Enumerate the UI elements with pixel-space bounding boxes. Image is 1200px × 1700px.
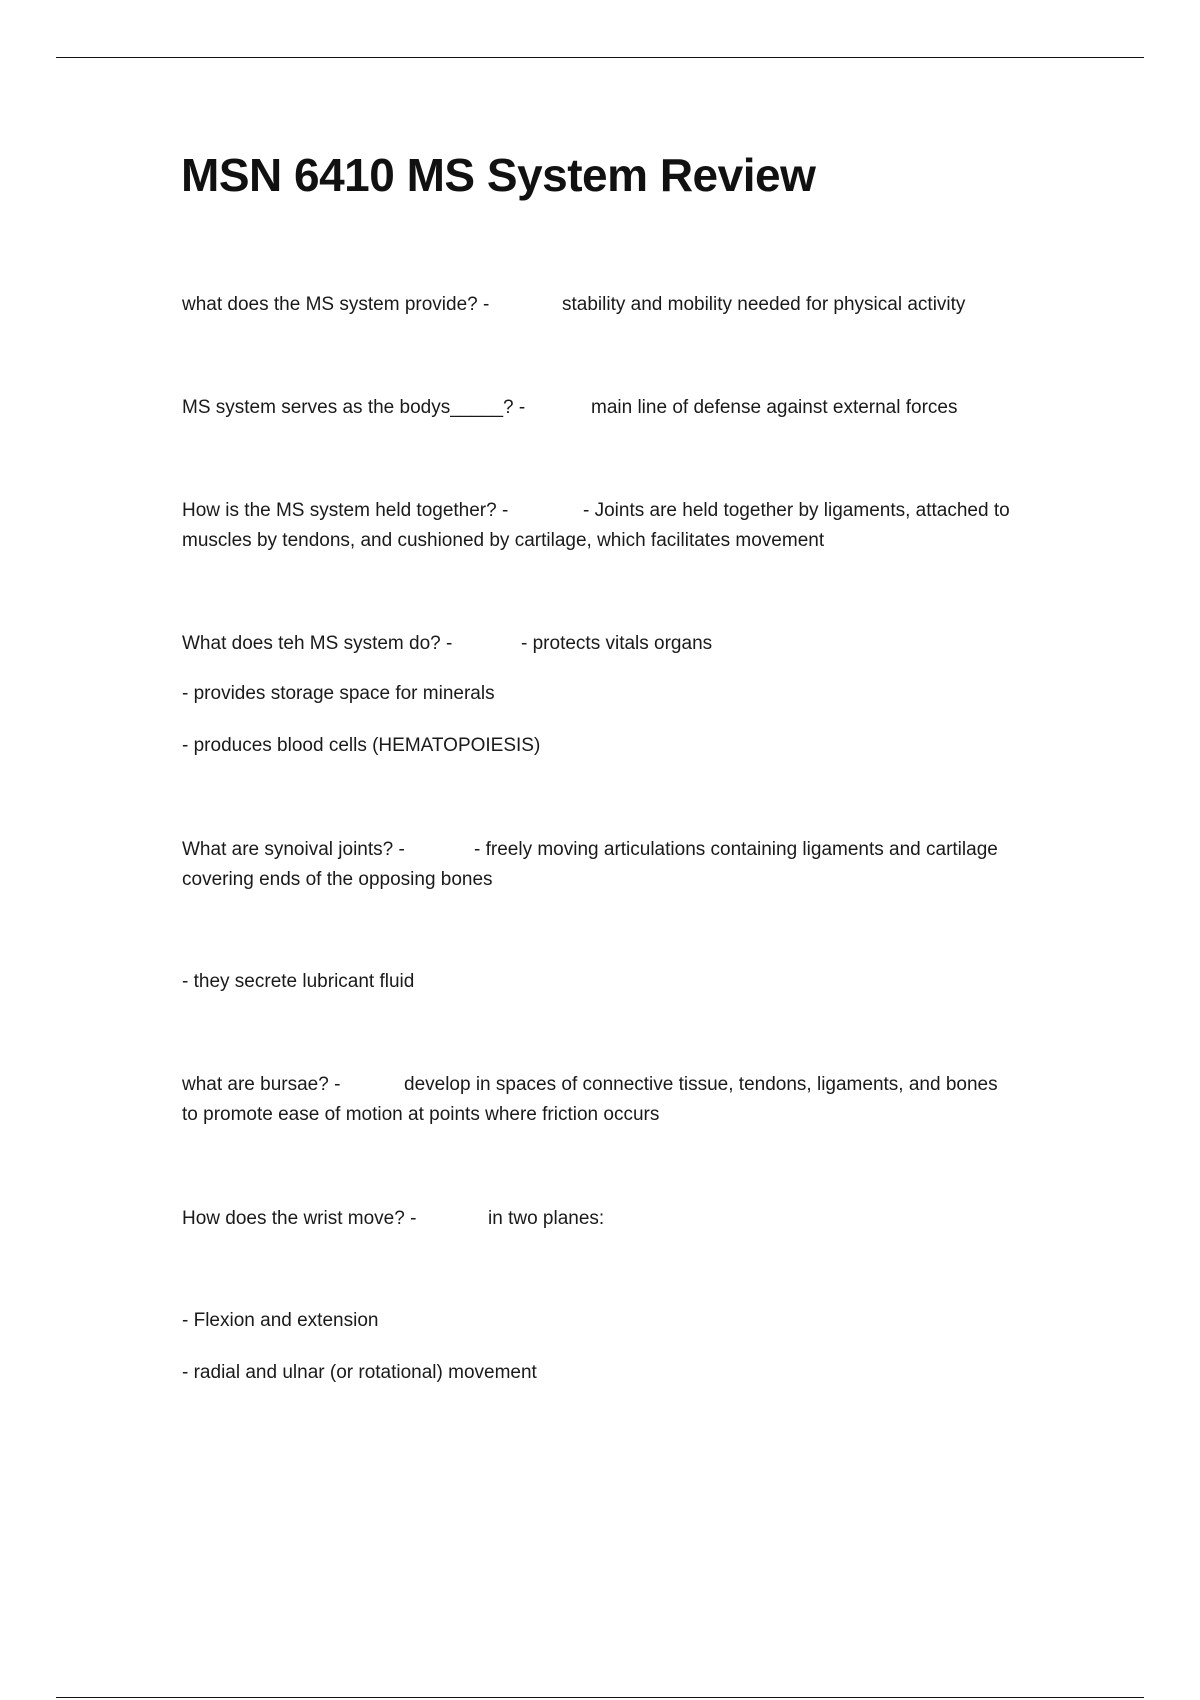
answer-text: - protects vitals organs [521, 633, 713, 654]
answer-continuation: to promote ease of motion at points where friction occurs [182, 1104, 660, 1125]
flashcard-6 [182, 1070, 998, 1100]
answer-bullet: - Flexion and extension [182, 1310, 379, 1331]
answer-bullet: - radial and ulnar (or rotational) movement [182, 1362, 537, 1383]
answer-bullet: - produces blood cells (HEMATOPOIESIS) [182, 735, 541, 756]
answer-text: develop in spaces of connective tissue, tendons, ligaments, and bones [404, 1074, 998, 1095]
question-text: MS system serves as the bodys_____? - [182, 397, 526, 418]
answer-text: stability and mobility needed for physical activity [562, 294, 966, 315]
question-text: What does teh MS system do? - [182, 633, 453, 654]
header-rule [56, 57, 1144, 58]
flashcard-2 [182, 393, 958, 423]
answer-bullet: - provides storage space for minerals [182, 683, 495, 704]
flashcard-3 [182, 496, 1010, 526]
answer-bullet: - they secrete lubricant fluid [182, 971, 415, 992]
answer-text: in two planes: [488, 1208, 605, 1229]
flashcard-4 [182, 629, 713, 659]
answer-text: main line of defense against external forces [591, 397, 958, 418]
answer-text: - freely moving articulations containing ligaments and cartilage [474, 839, 998, 860]
page-title: MSN 6410 MS System Review [181, 149, 816, 201]
answer-continuation: covering ends of the opposing bones [182, 869, 493, 890]
question-text: How is the MS system held together? - [182, 500, 509, 521]
question-text: what does the MS system provide? - [182, 294, 490, 315]
question-text: what are bursae? - [182, 1074, 341, 1095]
flashcard-7 [182, 1204, 605, 1234]
footer-rule [56, 1697, 1144, 1698]
flashcard-1 [182, 290, 966, 320]
question-text: How does the wrist move? - [182, 1208, 417, 1229]
flashcard-5 [182, 835, 998, 865]
question-text: What are synoival joints? - [182, 839, 405, 860]
answer-continuation: muscles by tendons, and cushioned by cartilage, which facilitates movement [182, 530, 825, 551]
answer-text: - Joints are held together by ligaments, attached to [583, 500, 1010, 521]
